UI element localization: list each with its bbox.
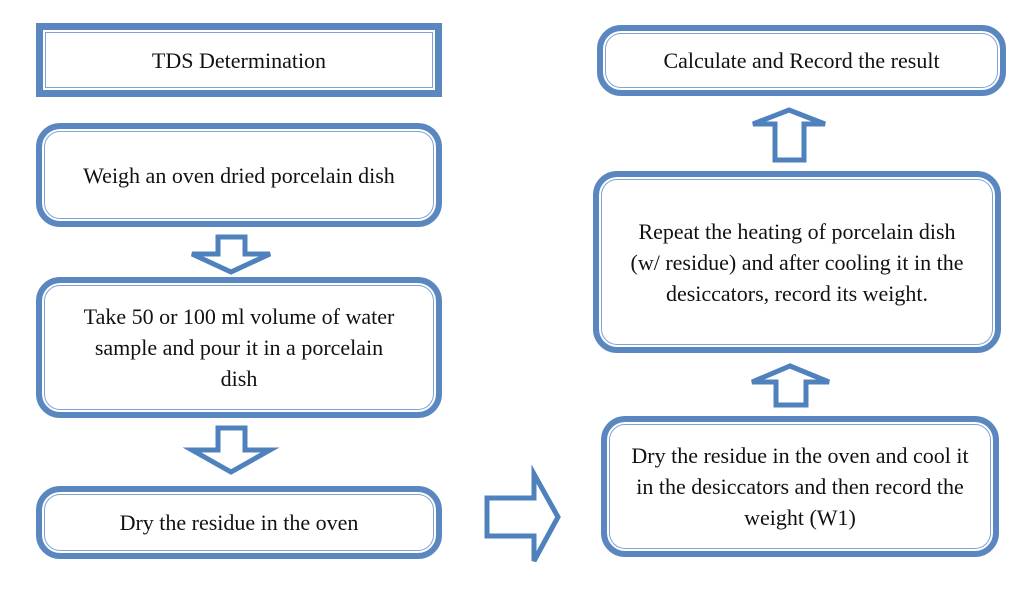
step-calculate-text: Calculate and Record the result [663, 48, 940, 73]
step-repeat-text: Repeat the heating of porcelain dish (w/ residue) and after cooling it in the desiccators, record its weight. [630, 218, 964, 306]
title-text: TDS Determination [151, 47, 327, 73]
step-dry-text: Dry the residue in the oven [119, 510, 359, 535]
up-arrow-icon [752, 366, 829, 405]
right-arrow-icon [487, 474, 558, 561]
down-arrow-icon [192, 237, 270, 272]
step-dry-cool-record-text: Dry the residue in the oven and cool it in the desiccators and then record the weight (W1) [631, 443, 969, 530]
step-take-sample-text: Take 50 or 100 ml volume of water sample and pour it in a porcelain dish [83, 304, 395, 391]
up-arrow-icon [753, 110, 825, 160]
step-weigh-text: Weigh an oven dried porcelain dish [83, 162, 395, 188]
down-arrow-icon [192, 428, 270, 472]
